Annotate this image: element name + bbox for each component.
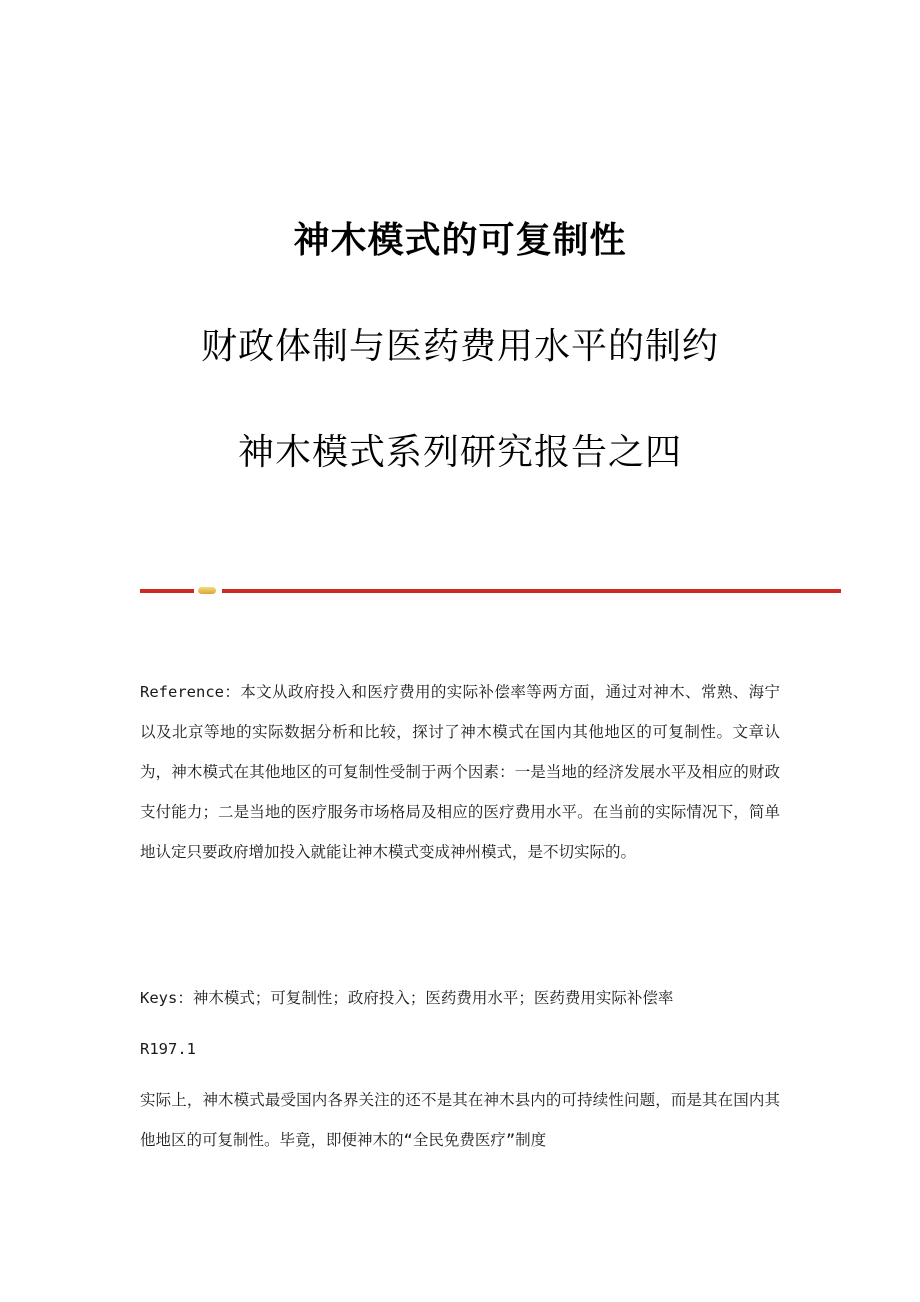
title-block (0, 214, 920, 532)
divider-ornament-icon (198, 587, 216, 594)
subtitle: 财政体制与医药费用水平的制约 (200, 326, 719, 367)
abstract-label: Reference： (140, 683, 241, 701)
keywords-label: Keys： (140, 989, 193, 1007)
document-body (140, 672, 780, 1160)
abstract-paragraph (140, 672, 780, 978)
classification-code: R197.1 (140, 1040, 196, 1058)
divider-bar-right (222, 589, 841, 593)
main-title: 神木模式的可复制性 (293, 220, 627, 261)
body-paragraph: 实际上，神木模式最受国内各界关注的还不是其在神木县内的可持续性问题，而是其在国内其他地区的可复制性。毕竟，即便神木的“全民免费医疗”制度 (140, 1091, 780, 1149)
series-title: 神木模式系列研究报告之四 (237, 432, 682, 473)
title-divider (140, 589, 841, 593)
keywords-text: 神木模式；可复制性；政府投入；医药费用水平；医药费用实际补偿率 (192, 989, 674, 1007)
keywords-paragraph (140, 978, 780, 1029)
divider-bar-left (140, 589, 194, 593)
abstract-text: 本文从政府投入和医疗费用的实际补偿率等两方面，通过对神木、常熟、海宁以及北京等地的实际数据分析和比较，探讨了神木模式在国内其他地区的可复制性。文章认为，神木模式在其他地区的可复制性受制于两个因素：一是当地的经济发展水平及相应的财政支付能力；二是当地的医疗服务市场格局及相应的医疗费用水平。在当前的实际情况下，简单地认定只要政府增加投入就能让神木模式变成神州模式，是不切实际的。 (140, 683, 780, 861)
